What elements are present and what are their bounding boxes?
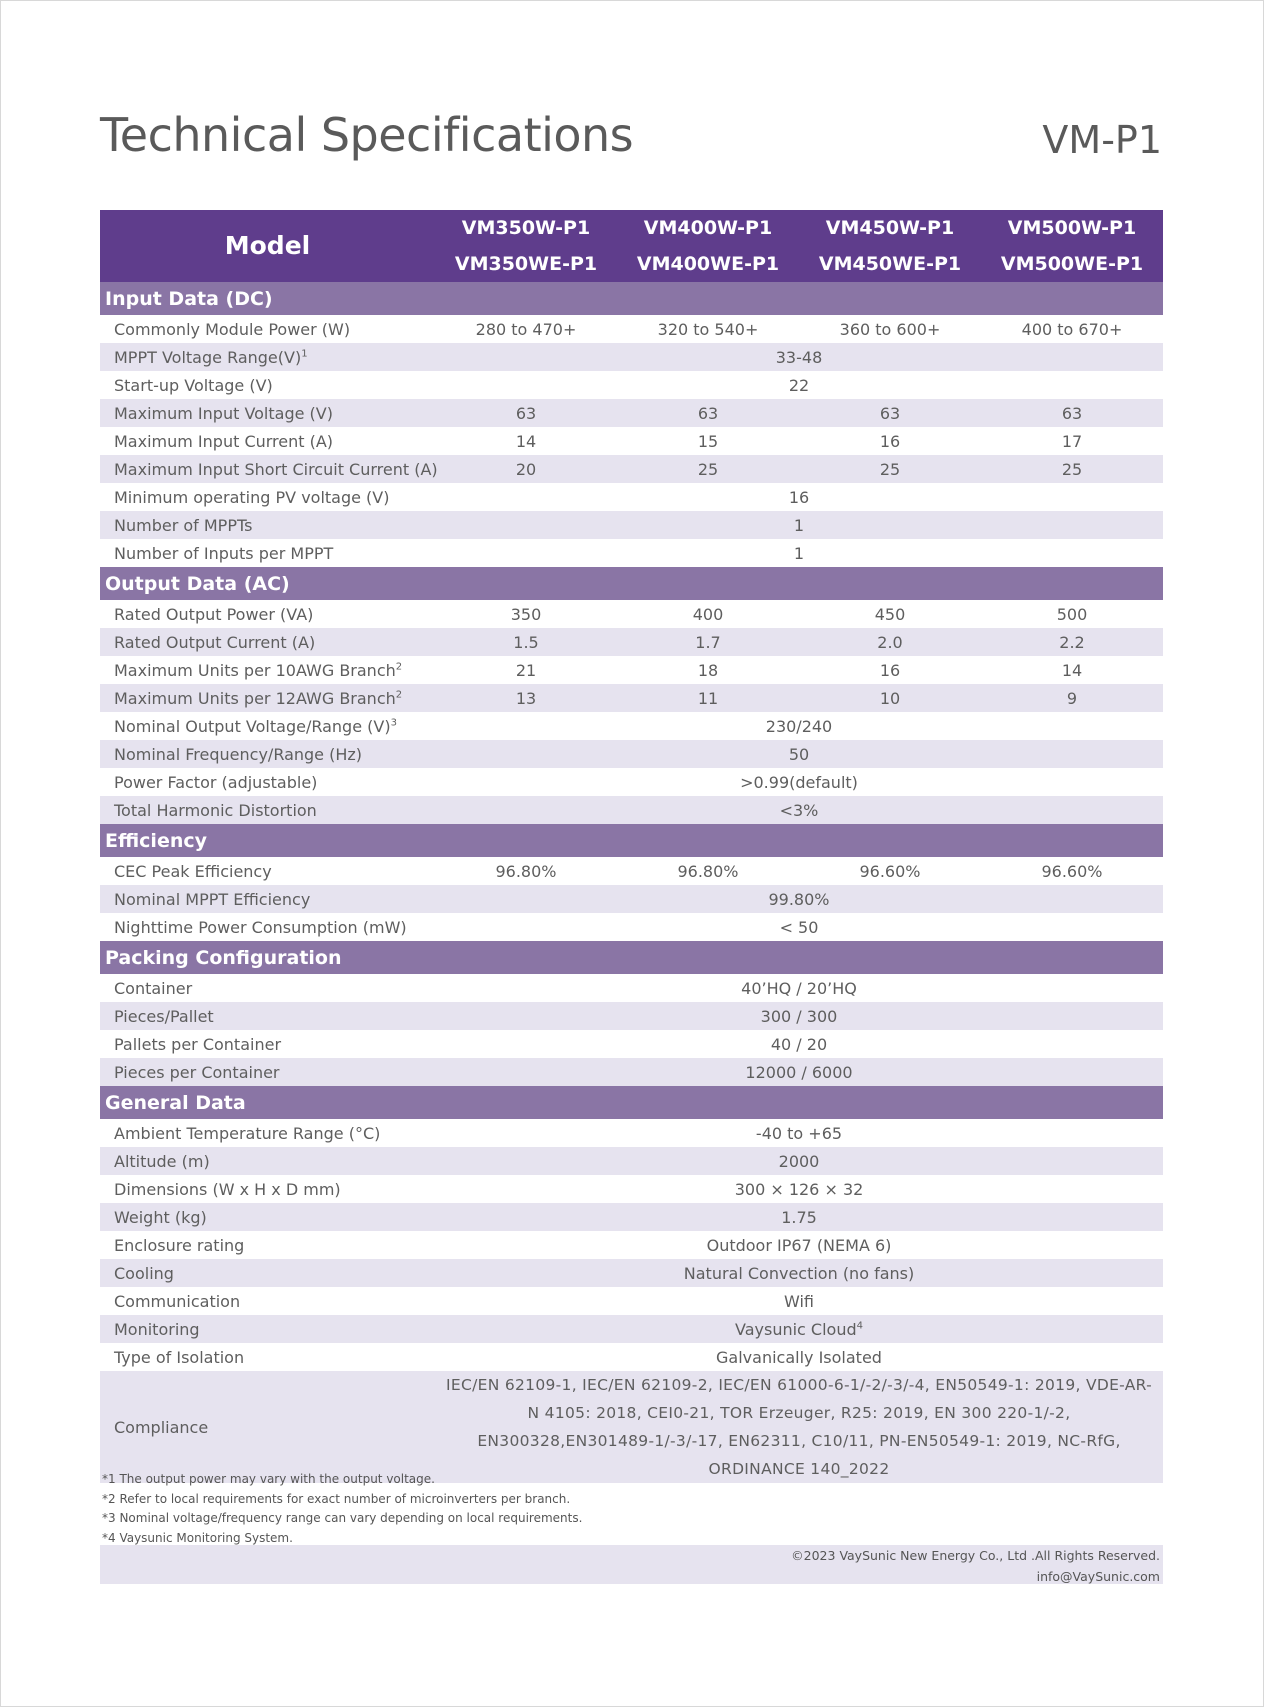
value-cell: [435, 740, 1163, 768]
row-label: [100, 913, 435, 941]
row-label-text: Compliance: [114, 1417, 209, 1437]
table-row: [100, 1147, 1163, 1175]
value-cell: [435, 796, 1163, 824]
footnote: *2 Refer to local requirements for exact number of microinverters per branch.: [102, 1491, 571, 1506]
value-text: >0.99(default): [740, 772, 858, 792]
value-cell: [435, 913, 1163, 941]
value-cell: 16: [879, 660, 901, 680]
row-label-text: Total Harmonic Distortion: [114, 800, 317, 820]
footnote: *4 Vaysunic Monitoring System.: [102, 1530, 293, 1545]
row-label-text: Cooling: [114, 1263, 174, 1283]
value-text: 230/240: [765, 716, 833, 736]
row-label: [100, 885, 435, 913]
value-cell: 15: [697, 431, 719, 451]
table-header-row: [100, 210, 1163, 282]
row-label: [100, 399, 435, 427]
table-row: [100, 885, 1163, 913]
table-row: [100, 796, 1163, 824]
value-text: Wifi: [784, 1291, 814, 1311]
row-label-text: Weight (kg): [114, 1207, 207, 1227]
row-label-text: Maximum Input Current (A): [114, 431, 334, 451]
value-cell: 14: [515, 431, 537, 451]
value-cell: 2.0: [799, 628, 981, 656]
value-cell: [435, 1119, 1163, 1147]
table-row: [100, 628, 1163, 656]
row-label-text: Maximum Units per 10AWG Branch: [114, 660, 396, 680]
row-label: [100, 1119, 435, 1147]
value-cell: [435, 483, 1163, 511]
section-title: Efficiency: [100, 824, 1163, 857]
value-cell: 360 to 600+: [839, 319, 941, 339]
row-label-text: Communication: [114, 1291, 241, 1311]
value-text: Vaysunic Cloud: [735, 1319, 857, 1339]
value-cell: 25: [617, 455, 799, 483]
table-row: [100, 600, 1163, 628]
footnotes: [102, 1470, 582, 1548]
table-row: [100, 1259, 1163, 1287]
row-label-text: Number of Inputs per MPPT: [114, 543, 334, 563]
value-cell: [435, 371, 1163, 399]
row-label: [100, 1175, 435, 1203]
value-cell: 96.60%: [1041, 861, 1103, 881]
row-label: [100, 427, 435, 455]
copyright-text: ©2023 VaySunic New Energy Co., Ltd .All Rights Reserved.: [791, 1548, 1160, 1563]
row-label-text: Type of Isolation: [114, 1347, 245, 1367]
value-cell: [435, 1315, 1163, 1343]
model-series-code: VM-P1: [1042, 118, 1162, 162]
row-label: [100, 1002, 435, 1030]
value-cell: [435, 1002, 1163, 1030]
value-cell: [435, 1175, 1163, 1203]
value-cell: 320 to 540+: [657, 319, 759, 339]
table-row: [100, 1030, 1163, 1058]
section-header-row: [100, 824, 1163, 857]
footnote-marker: 4: [856, 1320, 863, 1332]
table-row: [100, 740, 1163, 768]
row-label: [100, 343, 435, 371]
model-header-cell: [435, 210, 617, 282]
value-cell: [435, 1287, 1163, 1315]
value-cell: 20: [435, 455, 617, 483]
footer-text: [791, 1545, 1160, 1587]
value-cell: 16: [879, 431, 901, 451]
value-cell: [435, 768, 1163, 796]
section-header-row: [100, 941, 1163, 974]
row-label-text: Start-up Voltage (V): [114, 375, 273, 395]
model-variant-name: VM400WE-P1: [636, 253, 780, 275]
row-label: [100, 857, 435, 885]
section-title: Packing Configuration: [100, 941, 1163, 974]
model-header-cell: [799, 210, 981, 282]
row-label: [100, 740, 435, 768]
table-row: [100, 371, 1163, 399]
value-cell: [435, 1371, 1163, 1483]
row-label-text: Monitoring: [114, 1319, 200, 1339]
table-row: [100, 1002, 1163, 1030]
section-title: Input Data (DC): [100, 282, 1163, 315]
row-label: [100, 1371, 435, 1483]
table-row: [100, 1371, 1163, 1483]
value-text: Natural Convection (no fans): [683, 1263, 915, 1283]
model-name: VM350W-P1: [461, 217, 591, 239]
value-cell: 500: [1056, 604, 1088, 624]
table-row: [100, 974, 1163, 1002]
footnote-marker: 3: [390, 717, 397, 729]
value-cell: 13: [435, 684, 617, 712]
value-cell: 96.80%: [677, 861, 739, 881]
row-label: [100, 628, 435, 656]
row-label-text: Altitude (m): [114, 1151, 210, 1171]
model-variant-name: VM500WE-P1: [1000, 253, 1144, 275]
row-label: [100, 796, 435, 824]
value-cell: 63: [435, 399, 617, 427]
row-label: [100, 712, 435, 740]
model-variant-name: VM450WE-P1: [818, 253, 962, 275]
section-title: General Data: [100, 1086, 1163, 1119]
footnote-marker: 2: [395, 689, 403, 701]
value-cell: 2.2: [981, 628, 1163, 656]
table-row: [100, 1119, 1163, 1147]
table-row: [100, 913, 1163, 941]
table-row: [100, 1231, 1163, 1259]
value-cell: 25: [799, 455, 981, 483]
row-label: [100, 1058, 435, 1086]
value-text: 1: [793, 515, 805, 535]
value-cell: 1.5: [435, 628, 617, 656]
row-label: [100, 511, 435, 539]
row-label: [100, 1203, 435, 1231]
row-label: [100, 371, 435, 399]
row-label: [100, 684, 435, 712]
value-text: 33-48: [775, 347, 823, 367]
spec-table: [100, 210, 1163, 1483]
table-row: [100, 511, 1163, 539]
value-text: 40 / 20: [770, 1034, 828, 1054]
row-label: [100, 1030, 435, 1058]
value-cell: 11: [617, 684, 799, 712]
table-row: [100, 1203, 1163, 1231]
table-row: [100, 315, 1163, 343]
value-cell: 21: [515, 660, 537, 680]
table-row: [100, 684, 1163, 712]
table-row: [100, 1315, 1163, 1343]
row-label-text: Maximum Input Voltage (V): [114, 403, 333, 423]
table-row: [100, 455, 1163, 483]
value-cell: 96.80%: [495, 861, 557, 881]
row-label: [100, 656, 435, 684]
footnote: *1 The output power may vary with the output voltage.: [102, 1472, 435, 1486]
table-row: [100, 539, 1163, 567]
value-cell: 14: [1061, 660, 1083, 680]
value-cell: 25: [981, 455, 1163, 483]
row-label-text: Number of MPPTs: [114, 515, 253, 535]
section-title: Output Data (AC): [100, 567, 1163, 600]
row-label: [100, 600, 435, 628]
model-header-label: Model: [100, 210, 435, 282]
section-header-row: [100, 282, 1163, 315]
row-label: [100, 539, 435, 567]
model-name: VM400W-P1: [643, 217, 773, 239]
value-cell: 96.60%: [859, 861, 921, 881]
value-text: 12000 / 6000: [745, 1062, 853, 1082]
model-header-cell: [981, 210, 1163, 282]
value-cell: [435, 885, 1163, 913]
row-label-text: Maximum Units per 12AWG Branch: [114, 688, 396, 708]
row-label-text: Rated Output Power (VA): [114, 604, 314, 624]
row-label-text: Rated Output Current (A): [114, 632, 316, 652]
value-cell: 10: [799, 684, 981, 712]
row-label-text: Pieces/Pallet: [114, 1006, 214, 1026]
footnote-marker: 2: [395, 661, 403, 673]
table-row: [100, 1175, 1163, 1203]
table-row: [100, 1058, 1163, 1086]
row-label-text: Nominal MPPT Efficiency: [114, 889, 311, 909]
table-row: [100, 427, 1163, 455]
value-cell: 63: [981, 399, 1163, 427]
value-cell: 400: [692, 604, 724, 624]
row-label: [100, 455, 438, 483]
value-cell: 280 to 470+: [475, 319, 577, 339]
row-label-text: Nominal Frequency/Range (Hz): [114, 744, 363, 764]
table-row: [100, 1343, 1163, 1371]
value-text: 50: [788, 744, 810, 764]
row-label: [100, 1343, 435, 1371]
row-label: [100, 974, 435, 1002]
row-label: [100, 1287, 435, 1315]
model-name: VM450W-P1: [825, 217, 955, 239]
table-row: [100, 768, 1163, 796]
table-row: [100, 483, 1163, 511]
section-header-row: [100, 1086, 1163, 1119]
row-label-text: Dimensions (W x H x D mm): [114, 1179, 341, 1199]
value-text: 16: [788, 487, 810, 507]
row-label: [100, 1259, 435, 1287]
value-text: Outdoor IP67 (NEMA 6): [706, 1235, 892, 1255]
value-cell: [435, 974, 1163, 1002]
row-label: [100, 315, 435, 343]
value-text: 40’HQ / 20’HQ: [741, 978, 857, 998]
table-row: [100, 656, 1163, 684]
row-label-text: Nighttime Power Consumption (mW): [114, 917, 407, 937]
value-cell: [435, 539, 1163, 567]
value-cell: 63: [617, 399, 799, 427]
value-text: -40 to +65: [755, 1123, 843, 1143]
row-label-text: Ambient Temperature Range (°C): [114, 1123, 381, 1143]
value-cell: [435, 1058, 1163, 1086]
value-text: IEC/EN 62109-1, IEC/EN 62109-2, IEC/EN 61000-6-1/-2/-3/-4, EN50549-1: 2019, VDE-AR-N 4105: 2018, CEI0-21, TOR Erzeuger, R25: 2019, EN 300 220-1/-2, EN300328,EN301489-1/-3/-17, EN62311, C10/11, PN-EN50549-1: 2019, NC-RfG, ORDINANCE 140_2022: [446, 1376, 1152, 1478]
row-label: [100, 1315, 435, 1343]
value-cell: [435, 1147, 1163, 1175]
value-cell: 350: [510, 604, 542, 624]
row-label-text: Maximum Input Short Circuit Current (A): [114, 459, 438, 479]
model-variant-name: VM350WE-P1: [454, 253, 598, 275]
row-label-text: Pallets per Container: [114, 1034, 282, 1054]
row-label: [100, 483, 435, 511]
contact-email: info@VaySunic.com: [1036, 1569, 1160, 1584]
value-text: 300 × 126 × 32: [734, 1179, 864, 1199]
value-text: 300 / 300: [760, 1006, 838, 1026]
value-cell: [435, 1203, 1163, 1231]
value-text: <3%: [779, 800, 819, 820]
page-title: Technical Specifications: [100, 108, 634, 162]
value-text: 2000: [778, 1151, 820, 1171]
value-cell: 450: [874, 604, 906, 624]
footnote-marker: 1: [301, 348, 308, 360]
row-label: [100, 1147, 435, 1175]
table-row: [100, 399, 1163, 427]
row-label-text: Pieces per Container: [114, 1062, 280, 1082]
row-label-text: Power Factor (adjustable): [114, 772, 318, 792]
row-label-text: CEC Peak Efficiency: [114, 861, 272, 881]
value-cell: 9: [981, 684, 1163, 712]
value-cell: [435, 712, 1163, 740]
row-label-text: Enclosure rating: [114, 1235, 245, 1255]
model-name: VM500W-P1: [1007, 217, 1137, 239]
value-cell: [435, 1259, 1163, 1287]
value-text: 99.80%: [768, 889, 830, 909]
row-label-text: Minimum operating PV voltage (V): [114, 487, 390, 507]
value-cell: 17: [1061, 431, 1083, 451]
value-cell: [435, 1231, 1163, 1259]
table-row: [100, 712, 1163, 740]
section-header-row: [100, 567, 1163, 600]
table-row: [100, 857, 1163, 885]
row-label: [100, 1231, 435, 1259]
table-row: [100, 1287, 1163, 1315]
footer-bar: [100, 1545, 1163, 1584]
value-cell: [435, 511, 1163, 539]
value-cell: [435, 1343, 1163, 1371]
value-text: 1.75: [781, 1207, 817, 1227]
value-cell: 18: [697, 660, 719, 680]
value-text: 1: [793, 543, 805, 563]
value-cell: 400 to 670+: [1021, 319, 1123, 339]
value-cell: 63: [799, 399, 981, 427]
row-label-text: Commonly Module Power (W): [114, 319, 351, 339]
value-text: Galvanically Isolated: [716, 1347, 882, 1367]
value-text: 22: [788, 375, 810, 395]
value-text: < 50: [779, 917, 819, 937]
footnote: *3 Nominal voltage/frequency range can vary depending on local requirements.: [102, 1511, 583, 1525]
row-label-text: Nominal Output Voltage/Range (V): [114, 716, 391, 736]
model-header-cell: [617, 210, 799, 282]
value-cell: 1.7: [617, 628, 799, 656]
value-cell: [435, 343, 1163, 371]
value-cell: [435, 1030, 1163, 1058]
row-label: [100, 768, 435, 796]
row-label-text: Container: [114, 978, 193, 998]
table-row: [100, 343, 1163, 371]
row-label-text: MPPT Voltage Range(V): [114, 347, 302, 367]
